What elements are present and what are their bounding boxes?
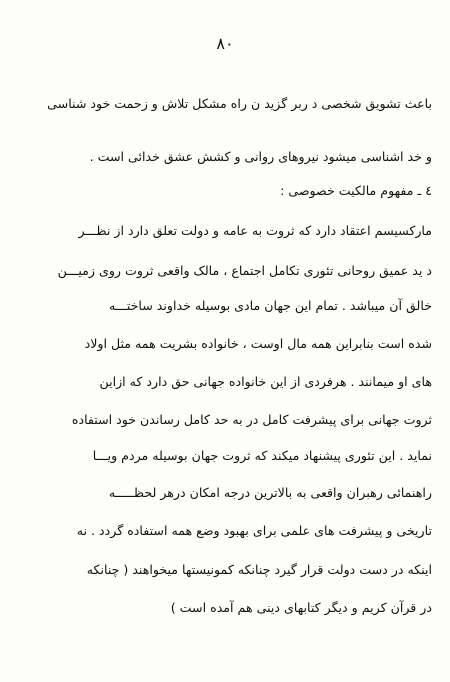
text-line: ثروت جهانی برای پیشرفت کامل در به حد کامل رساندن خود استفاده [71, 412, 432, 427]
text-line: در قرآن کریم و دیگر کتابهای دینی هم آمده است ) [170, 600, 432, 615]
text-line: باعث تشویق شخصی د ربر گزید ن راه مشکل تلاش و زحمت خود شناسی [47, 96, 432, 111]
text-line: و خد اشناسی میشود نیروهای روانی و کشش عشق خدائی است . [89, 149, 432, 164]
text-line: د ید عمیق روحانی تئوری تکامل اجتماع ، مالک واقعی ثروت روی زمیـــن [57, 263, 432, 278]
page-number: ۸۰ [216, 34, 234, 53]
text-line: های او میمانند . هرفردی از این خانواده جهانی حق دارد که ازاین [99, 374, 432, 389]
text-line: تاریخی و پیشرفت های علمی برای بهبود وضع همه استفاده گردد . نه [76, 523, 432, 538]
text-line: اینکه در دست دولت قرار گیرد چنانکه کمونیستها میخواهند ( چنانکه [86, 562, 432, 577]
text-line: شده است بنابراین همه مال اوست ، خانواده بشریت همه مثل اولاد [84, 336, 432, 351]
text-line: راهنمائی رهبران واقعی به بالاترین درجه امکان درهر لحظـــــه [108, 485, 432, 500]
section-heading: ٤ ـ مفهوم مالکیت خصوصی : [280, 183, 432, 198]
text-line: نماید . این تئوری پیشنهاد میکند که ثروت جهان بوسیله مردم ویـــا [92, 448, 432, 463]
text-line: مارکسیسم اعتقاد دارد که ثروت به عامه و دولت تعلق دارد از نظـــر [78, 223, 432, 238]
text-line: خالق آن میباشد . تمام این جهان مادی بوسیله خداوند ساختـــه [109, 298, 432, 313]
